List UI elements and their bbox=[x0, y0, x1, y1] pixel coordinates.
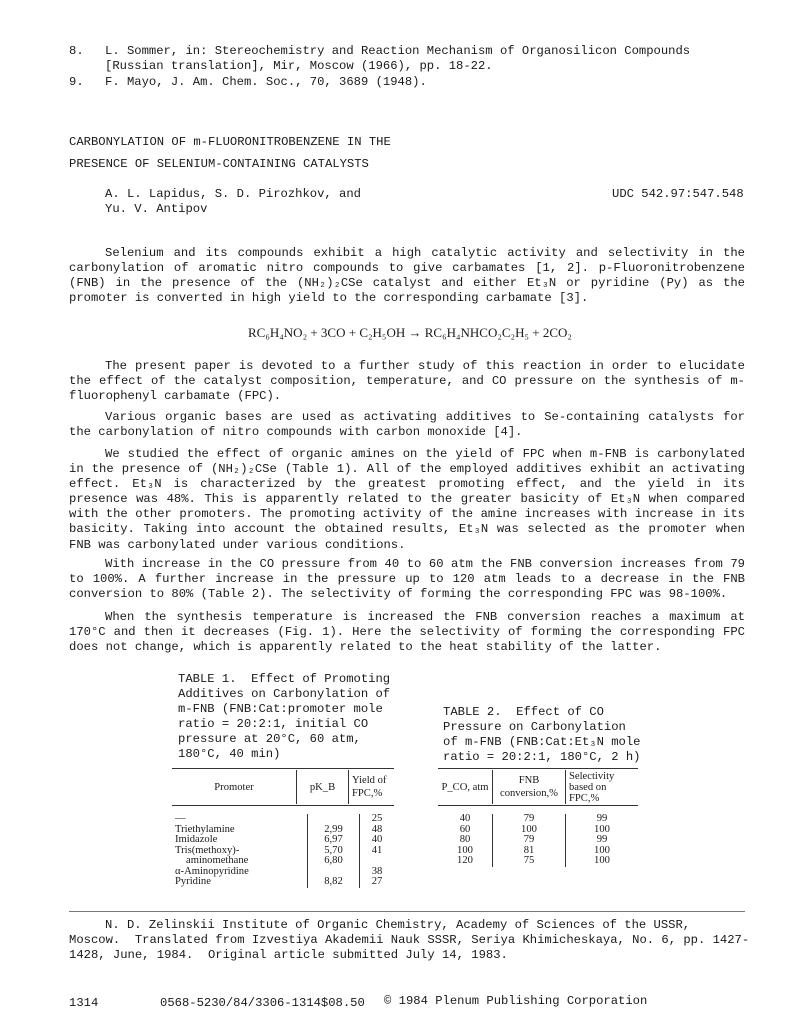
table1-cell: Imidazole bbox=[175, 834, 218, 845]
authors-line-2: Yu. V. Antipov bbox=[105, 202, 208, 216]
paragraph-1: Selenium and its compounds exhibit a high catalytic activity and selectivity in the carbonylation of aromatic nitro compounds to give carbamates [1, 2]. p-Fluoronitrobenzene (FNB) in the presence of the (NH₂)₂CSe catalyst and either Et₃N or pyridine (Py) as the promoter is converted in high yield to the corresponding carbamate [3]. bbox=[69, 246, 745, 306]
issn-code: 0568-5230/84/3306-1314$08.50 bbox=[160, 996, 365, 1010]
table1-caption-line-4: ratio = 20:2:1, initial CO bbox=[178, 717, 369, 731]
table1-header-pkb: pK_B bbox=[297, 770, 349, 804]
table2-cell: 120 bbox=[457, 855, 473, 866]
table1-caption-line-5: pressure at 20°C, 60 atm, bbox=[178, 732, 361, 746]
reaction-equation: RC₆H₄NO₂ + 3CO + C₂H₅OH → RC₆H₄NHCO₂C₂H₅ + 2CO₂ bbox=[248, 325, 572, 340]
table1-cell: 8,82 bbox=[308, 877, 360, 888]
table1-cell: 2,99 bbox=[308, 825, 360, 836]
table2-row bbox=[438, 856, 638, 867]
article-title-line-1: CARBONYLATION OF m-FLUORONITROBENZENE IN THE bbox=[69, 135, 391, 149]
table2-cell: 100 bbox=[566, 825, 639, 836]
table2-header-row bbox=[438, 770, 638, 804]
table1-cell: Tris(methoxy)- bbox=[175, 844, 240, 856]
table1 bbox=[172, 768, 394, 888]
table2-caption-line-1: TABLE 2. Effect of CO bbox=[443, 705, 604, 719]
table2-caption-line-2: Pressure on Carbonylation bbox=[443, 720, 626, 734]
table2 bbox=[438, 768, 638, 867]
page-number: 1314 bbox=[69, 996, 99, 1010]
table1-cell bbox=[360, 856, 395, 867]
footnote-line-2: Moscow. Translated from Izvestiya Akademii Nauk SSSR, Seriya Khimicheskaya, No. 6, pp. 1427- bbox=[69, 933, 750, 947]
table1-cell bbox=[308, 814, 360, 825]
table2-cell: 80 bbox=[459, 834, 471, 845]
table1-cell: 25 bbox=[360, 814, 395, 825]
table2-header-pco: P_CO, atm bbox=[441, 781, 489, 793]
table2-row bbox=[438, 835, 638, 846]
table2-cell: 79 bbox=[493, 814, 566, 825]
table1-row bbox=[172, 835, 394, 846]
paragraph-6: When the synthesis temperature is increased the FNB conversion reaches a maximum at 170°C and then it decreases (Fig. 1). Here the selectivity of forming the corresponding FPC does not change, which is apparently related to the heat stability of the latter. bbox=[69, 610, 745, 655]
table2-cell: 40 bbox=[459, 813, 471, 824]
table2-cell: 81 bbox=[493, 846, 566, 857]
table1-cell: 27 bbox=[360, 877, 395, 888]
table2-cell: 79 bbox=[493, 835, 566, 846]
paragraph-4: We studied the effect of organic amines on the yield of FPC when m-FNB is carbonylated in the presence of (NH₂)₂CSe (Table 1). All of the employed additives exhibit an activating effect. Et₃N is characterized by the greatest promoting effect, and the yield in its presence was 48%. This is apparently related to the greater basicity of Et₃N when compared with the other promoters. The promoting activity of the amine increases with increase in its basicity. Taking into account the obtained results, Et₃N was selected as the promoter when FNB was carbonylated under various conditions. bbox=[69, 447, 745, 552]
table1-row bbox=[172, 814, 394, 825]
authors-line-1: A. L. Lapidus, S. D. Pirozhkov, and bbox=[105, 187, 361, 201]
table1-row bbox=[172, 856, 394, 867]
table1-cell: α-Aminopyridine bbox=[175, 865, 249, 877]
table2-cell: 99 bbox=[566, 814, 639, 825]
reference-8-line-1: L. Sommer, in: Stereochemistry and Reaction Mechanism of Organosilicon Compounds bbox=[105, 44, 691, 58]
paragraph-5: With increase in the CO pressure from 40 to 60 atm the FNB conversion increases from 79 to 100%. A further increase in the pressure up to 120 atm leads to a decrease in the FNB conversion to 80% (Table 2). The selectivity of forming the corresponding FPC was 98-100%. bbox=[69, 557, 745, 602]
table2-cell: 75 bbox=[493, 856, 566, 867]
table1-caption-line-1: TABLE 1. Effect of Promoting bbox=[178, 672, 391, 686]
table2-row bbox=[438, 814, 638, 825]
table1-header-row bbox=[172, 770, 394, 804]
table2-header-selectivity: Selectivity based on FPC,% bbox=[566, 770, 639, 804]
udc-code: UDC 542.97:547.548 bbox=[612, 187, 744, 201]
paragraph-3: Various organic bases are used as activating additives to Se-containing catalysts for the carbonylation of nitro compounds with carbon monoxide [4]. bbox=[69, 410, 745, 440]
reference-8-number: 8. bbox=[69, 44, 84, 58]
reference-9-number: 9. bbox=[69, 75, 84, 89]
footnote-line-3: 1428, June, 1984. Original article submitted July 14, 1983. bbox=[69, 948, 508, 962]
table1-cell: Triethylamine bbox=[175, 823, 235, 835]
table1-cell: Pyridine bbox=[175, 876, 211, 887]
table1-cell: 38 bbox=[360, 867, 395, 878]
table2-caption-line-4: ratio = 20:2:1, 180°C, 2 h) bbox=[443, 750, 641, 764]
table1-cell: 6,97 bbox=[308, 835, 360, 846]
table1-cell: aminomethane bbox=[186, 855, 249, 866]
table2-cell: 100 bbox=[457, 844, 473, 856]
table1-cell: 41 bbox=[360, 846, 395, 857]
table1-row bbox=[172, 877, 394, 888]
table1-cell: 6,80 bbox=[308, 856, 360, 867]
table1-cell: — bbox=[175, 813, 186, 824]
reference-8-line-2: [Russian translation], Mir, Moscow (1966), pp. 18-22. bbox=[105, 59, 493, 73]
footnote-line-1: N. D. Zelinskii Institute of Organic Chemistry, Academy of Sciences of the USSR, bbox=[105, 918, 691, 932]
footnote-rule bbox=[69, 911, 745, 912]
table1-cell: 48 bbox=[360, 825, 395, 836]
table2-cell: 100 bbox=[566, 856, 639, 867]
paragraph-2: The present paper is devoted to a further study of this reaction in order to elucidate the effect of the catalyst composition, temperature, and CO pressure on the synthesis of m-fluorophenyl carbamate (FPC). bbox=[69, 359, 745, 404]
table1-cell: 5,70 bbox=[308, 846, 360, 857]
table1-caption-line-2: Additives on Carbonylation of bbox=[178, 687, 391, 701]
table1-caption-line-6: 180°C, 40 min) bbox=[178, 747, 281, 761]
table2-cell: 100 bbox=[493, 825, 566, 836]
table2-cell: 100 bbox=[566, 846, 639, 857]
table1-header-promoter: Promoter bbox=[214, 781, 254, 793]
table2-header-conversion: FNB conversion,% bbox=[493, 770, 566, 804]
copyright: © 1984 Plenum Publishing Corporation bbox=[384, 994, 648, 1008]
article-title-line-2: PRESENCE OF SELENIUM-CONTAINING CATALYSTS bbox=[69, 157, 369, 171]
table2-caption-line-3: of m-FNB (FNB:Cat:Et₃N mole bbox=[443, 735, 641, 749]
reference-9-line-1: F. Mayo, J. Am. Chem. Soc., 70, 3689 (1948). bbox=[105, 75, 427, 89]
table1-header-yield: Yield of FPC,% bbox=[349, 770, 395, 804]
table1-caption-line-3: m-FNB (FNB:Cat:promoter mole bbox=[178, 702, 383, 716]
table2-cell: 99 bbox=[566, 835, 639, 846]
table2-cell: 60 bbox=[459, 823, 471, 835]
table1-cell: 40 bbox=[360, 835, 395, 846]
